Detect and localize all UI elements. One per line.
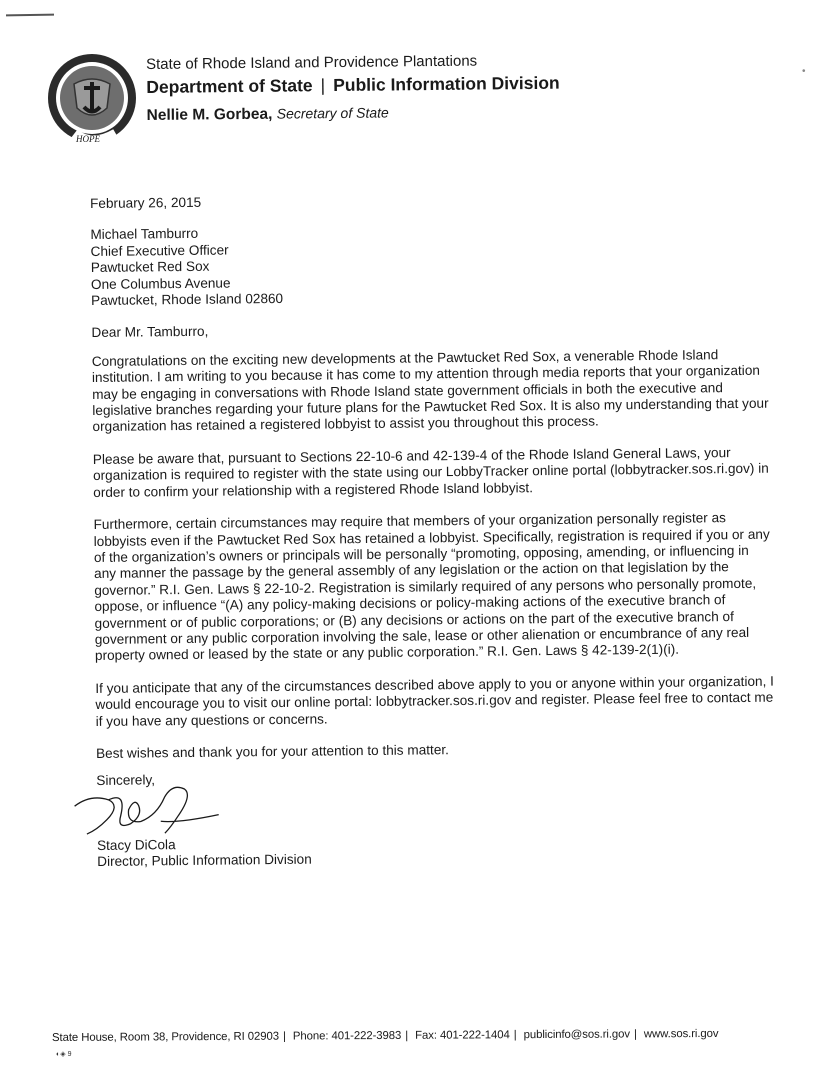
secretary-title: Secretary of State bbox=[276, 104, 389, 122]
footer-phone: Phone: 401-222-3983 bbox=[292, 1029, 402, 1043]
signer-title: Director, Public Information Division bbox=[97, 851, 312, 870]
address-line: Michael Tamburro bbox=[90, 226, 199, 243]
footer-website: www.sos.ri.gov bbox=[643, 1027, 719, 1041]
address-line: Chief Executive Officer bbox=[90, 242, 229, 259]
letterhead-division: Public Information Division bbox=[333, 72, 560, 96]
sincerely: Sincerely, bbox=[96, 772, 156, 789]
signer-name: Stacy DiCola bbox=[96, 836, 176, 853]
letter-footer: State House, Room 38, Providence, RI 02903 | Phone: 401-222-3983 | Fax: 401-222-1404 | publicinfo@sos.ri.gov | www.sos.ri.gov bbox=[52, 1027, 719, 1044]
paragraph-congratulations: Congratulations on the exciting new developments at the Pawtucket Red Sox, a venerable Rhode Island institution. I am writing to you because it has come to my attention through media reports that your organization may be engaging in conversations with Rhode Island state government officials in both the executive and legislative branches regarding your future plans for the Pawtucket Red Sox. It is also my understanding that your organization has retained a registered lobbyist to assist you throughout this process. bbox=[91, 347, 769, 435]
letterhead-state: State of Rhode Island and Providence Plantations bbox=[146, 52, 478, 73]
handwritten-signature-icon bbox=[68, 774, 249, 846]
address-line: Pawtucket, Rhode Island 02860 bbox=[91, 290, 284, 309]
letter-body bbox=[90, 189, 777, 871]
letter-date: February 26, 2015 bbox=[90, 194, 202, 211]
union-bug-icon: ◐◈ 9 bbox=[56, 1051, 72, 1058]
address-line: One Columbus Avenue bbox=[90, 275, 231, 292]
address-line: Pawtucket Red Sox bbox=[90, 258, 210, 276]
union-bug-number: 9 bbox=[67, 1051, 72, 1058]
footer-email: publicinfo@sos.ri.gov bbox=[523, 1028, 631, 1042]
scan-speck: • bbox=[802, 66, 806, 77]
salutation: Dear Mr. Tamburro, bbox=[91, 324, 209, 341]
letterhead bbox=[146, 52, 560, 131]
scan-artifact bbox=[6, 14, 54, 17]
letterhead-secretary-line bbox=[146, 96, 560, 131]
paragraph-portal-invitation: If you anticipate that any of the circumstances described above apply to you or anyone within your organization, I would encourage you to visit our online portal: lobbytracker.sos.ri.gov and register. Please feel free to contact me if you have any questions or concerns. bbox=[95, 673, 774, 729]
secretary-name: Nellie M. Gorbea, bbox=[146, 105, 273, 124]
signature-area bbox=[96, 782, 776, 837]
recipient-address bbox=[90, 220, 771, 309]
closing-wishes: Best wishes and thank you for your attention to this matter. bbox=[95, 742, 449, 761]
letterhead-separator: | bbox=[320, 75, 326, 96]
footer-address: State House, Room 38, Providence, RI 02903 bbox=[52, 1030, 279, 1044]
letterhead-department-line bbox=[146, 70, 560, 100]
paragraph-registration-requirement: Please be aware that, pursuant to Sections 22-10-6 and 42-139-4 of the Rhode Island General Laws, your organization is required to register with the state using our LobbyTracker online portal (lobbytracker.sos.ri.gov) in order to confirm your relationship with a registered Rhode Island lobbyist. bbox=[92, 444, 769, 500]
paragraph-personal-registration: Furthermore, certain circumstances may require that members of your organization personally register as lobbyists even if the Pawtucket Red Sox has retained a lobbyist. Specifically, registration is required if you or any of the organization’s owners or principals will be personally “promoting, opposing, amending, or influencing in any manner the passage by the general assembly of any legislation or the action on that legislation by the governor.” R.I. Gen. Laws § 22-10-2. Registration is similarly required of any persons who personally promote, oppose, or influence “(A) any policy-making decisions or policy-making actions of the executive branch of government or of public corporations; or (B) any decisions or actions on the part of the executive branch of government or any public corporation involving the sale, lease or other alienation or encumbrance of any real property owned or leased by the state or any public corporation.” R.I. Gen. Laws § 42-139-2(1)(i). bbox=[93, 510, 770, 664]
seal-motto: HOPE bbox=[76, 134, 100, 144]
footer-fax: Fax: 401-222-1404 bbox=[415, 1029, 510, 1042]
state-seal-icon bbox=[44, 52, 140, 148]
letterhead-department: Department of State bbox=[146, 75, 313, 97]
